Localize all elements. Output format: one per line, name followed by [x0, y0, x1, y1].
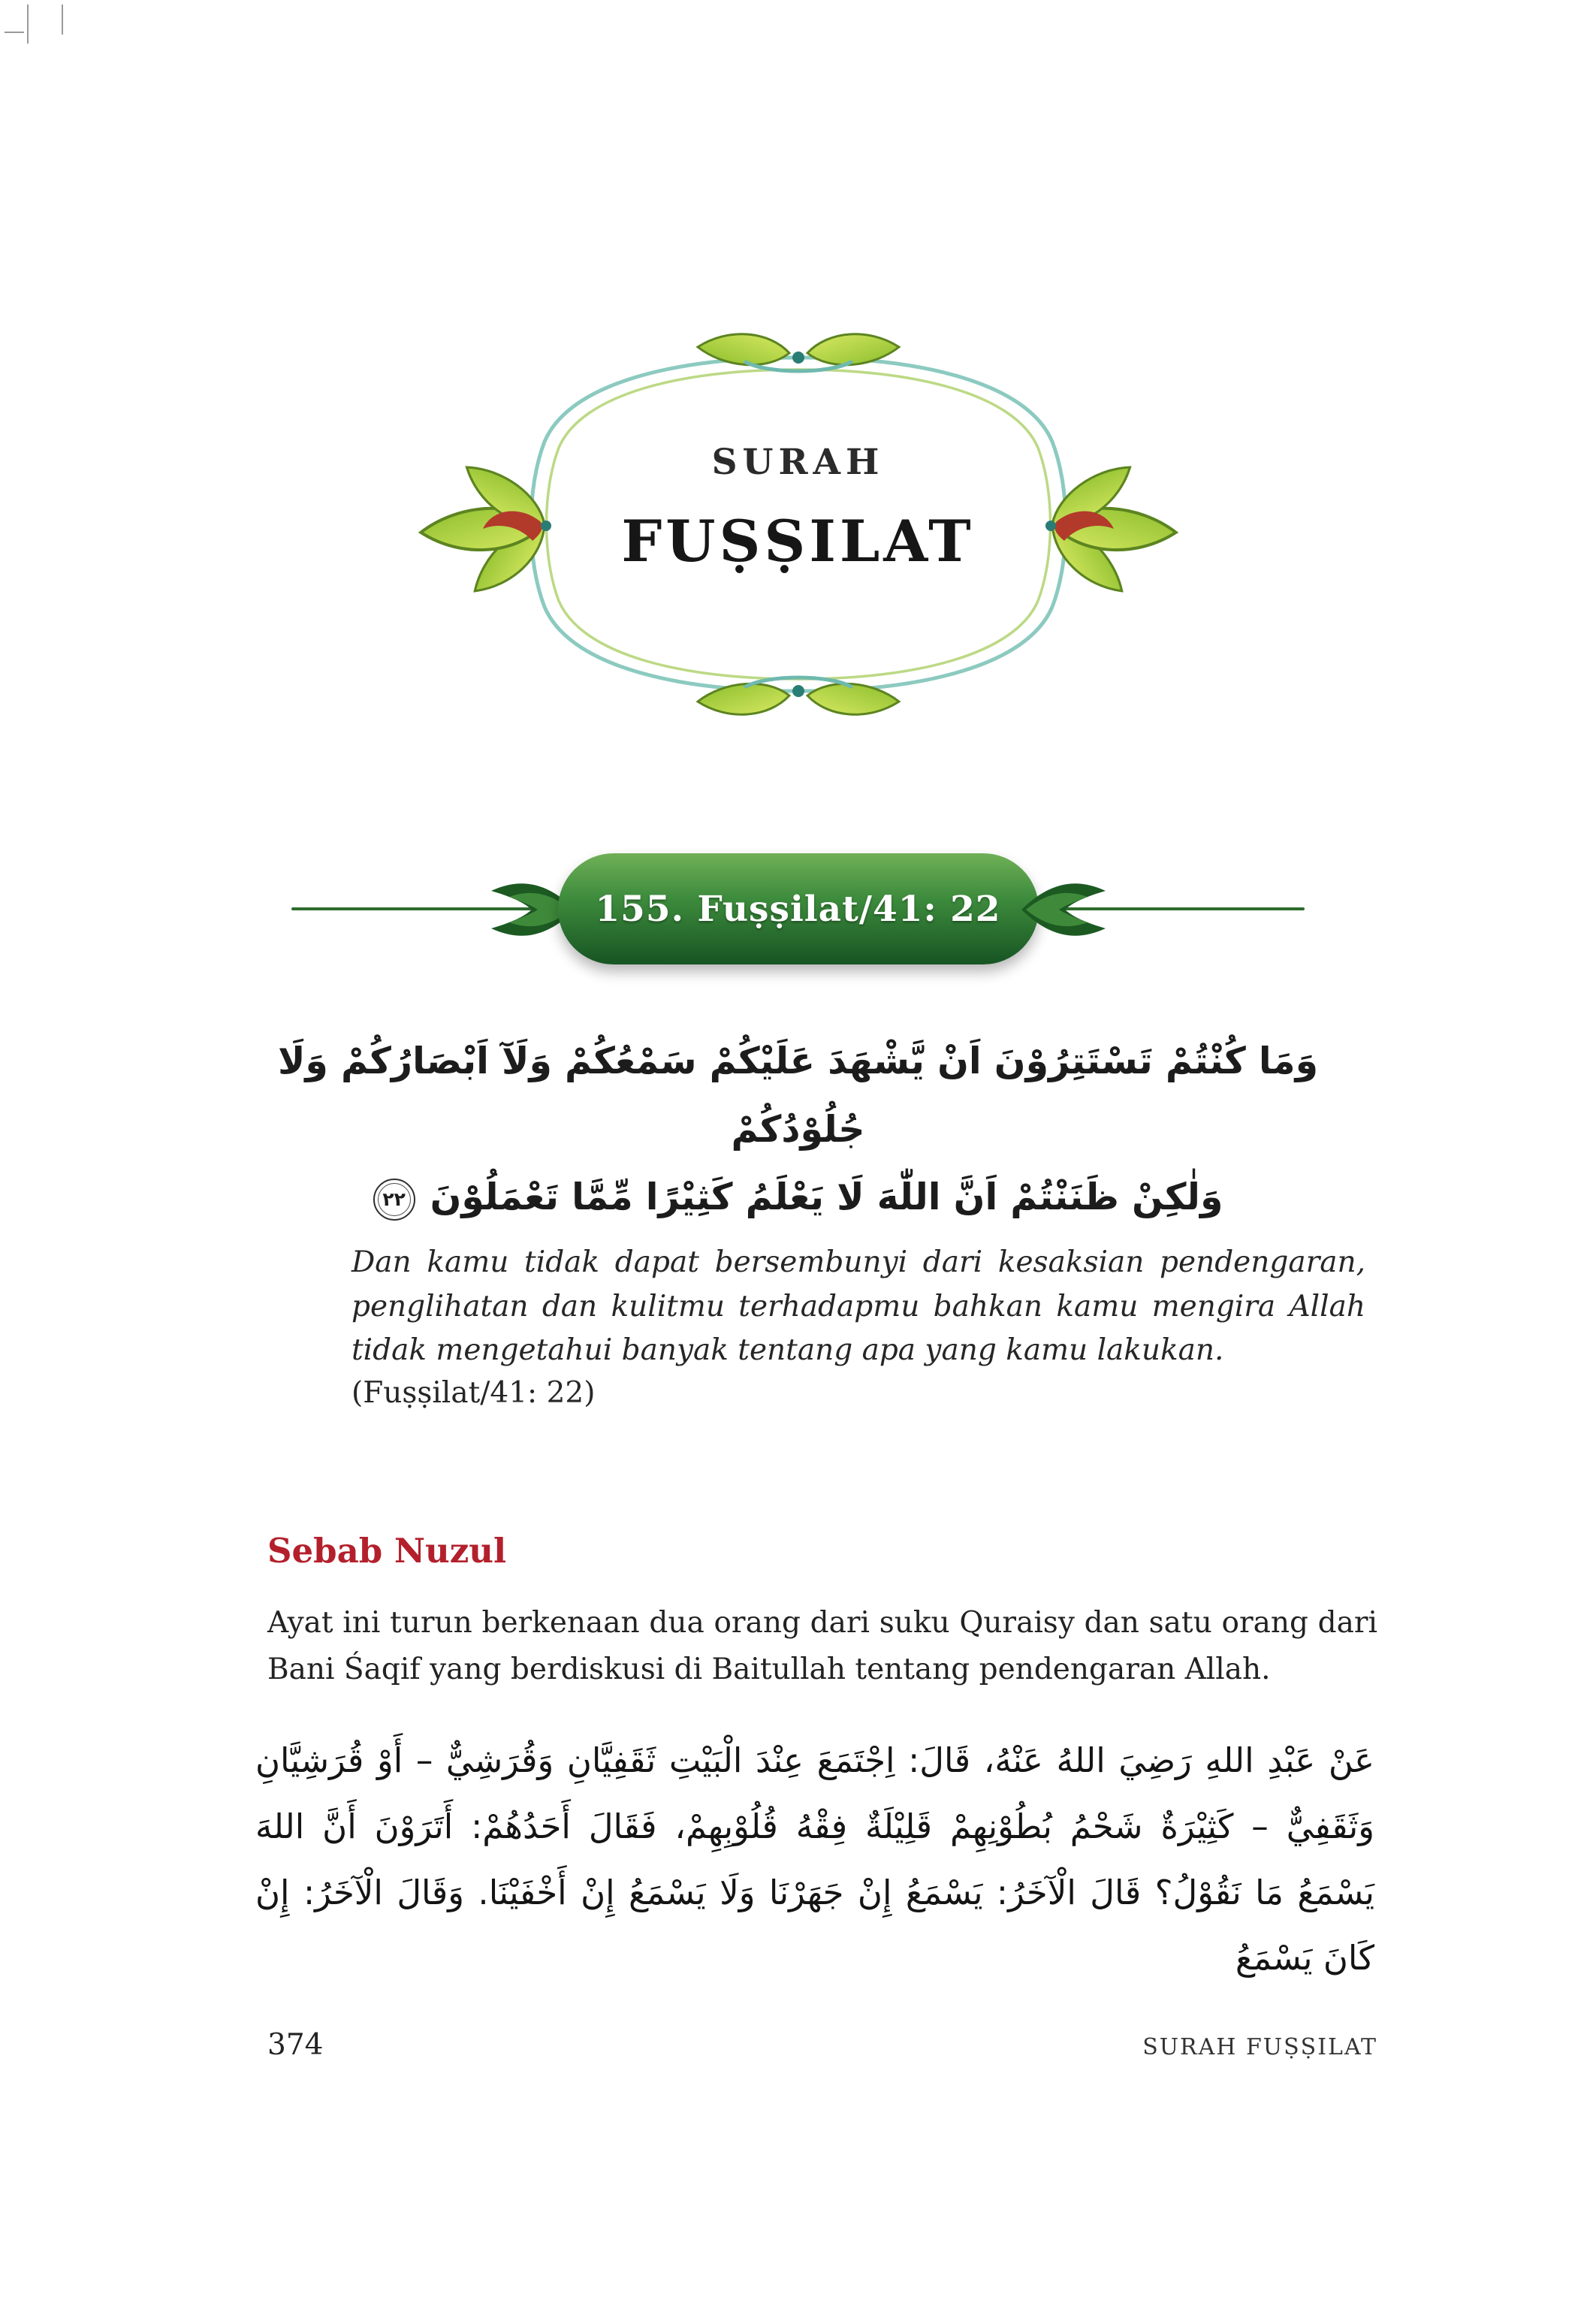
page-footer	[267, 2028, 1377, 2062]
verse-arabic-line2: وَلٰكِنْ ظَنَنْتُمْ اَنَّ اللّٰهَ لَا يَعْلَمُ كَثِيْرًا مِّمَّا تَعْمَلُوْنَ	[430, 1176, 1223, 1219]
section-badge-row	[0, 850, 1596, 978]
surah-label: SURAH	[711, 442, 885, 483]
ayah-number-marker: ٢٢	[373, 1179, 415, 1221]
ornamental-frame	[355, 291, 1242, 757]
page-number: 374	[267, 2028, 324, 2062]
sebab-nuzul-heading: Sebab Nuzul	[267, 1531, 507, 1571]
verse-arabic	[244, 1028, 1352, 1232]
verse-reference: (Fuṣṣilat/41: 22)	[351, 1375, 596, 1410]
sebab-nuzul-paragraph: Ayat ini turun berkenaan dua orang dari suku Quraisy dan satu orang dari Bani Śaqif yang berdiskusi di Baitullah tentang pendengaran Allah.	[267, 1606, 1377, 1687]
badge-right-ornament-icon	[1020, 868, 1110, 951]
verse-translation-block	[351, 1241, 1365, 1410]
crop-mark	[27, 5, 29, 44]
surah-title: FUṢṢILAT	[621, 508, 975, 575]
hadith-arabic: عَنْ عَبْدِ اللهِ رَضِيَ اللهُ عَنْهُ، قَالَ: اِجْتَمَعَ عِنْدَ الْبَيْتِ ثَقَفِيَّانِ وَقُرَشِيٌّ – أَوْ قُرَشِيَّانِ وَثَقَفِيٌّ – كَثِيْرَةٌ شَحْمُ بُطُوْنِهِمْ قَلِيْلَةٌ فِقْهُ قُلُوْبِهِمْ، فَقَالَ أَحَدُهُمْ: أَتَرَوْنَ أَنَّ اللهَ يَسْمَعُ مَا نَقُوْلُ؟ قَالَ الْآخَرُ: يَسْمَعُ إِنْ جَهَرْنَا وَلَا يَسْمَعُ إِنْ أَخْفَيْنَا. وَقَالَ الْآخَرُ: إِنْ كَانَ يَسْمَعُ	[255, 1740, 1374, 1979]
crop-mark	[5, 32, 24, 33]
section-badge	[558, 853, 1039, 964]
section-badge-label: 155. Fuṣṣilat/41: 22	[595, 888, 1001, 930]
crop-mark	[62, 5, 63, 35]
verse-arabic-line1: وَمَا كُنْتُمْ تَسْتَتِرُوْنَ اَنْ يَّشْهَدَ عَلَيْكُمْ سَمْعُكُمْ وَلَآ اَبْصَارُكُمْ وَلَا جُلُوْدُكُمْ	[277, 1040, 1319, 1151]
verse-translation: Dan kamu tidak dapat bersembunyi dari kesaksian pendengaran, penglihatan dan kulitmu terhadapmu bahkan kamu mengira Allah tidak mengetahui banyak tentang apa yang kamu lakukan.	[351, 1245, 1365, 1367]
running-title: SURAH FUṢṢILAT	[1142, 2034, 1377, 2060]
